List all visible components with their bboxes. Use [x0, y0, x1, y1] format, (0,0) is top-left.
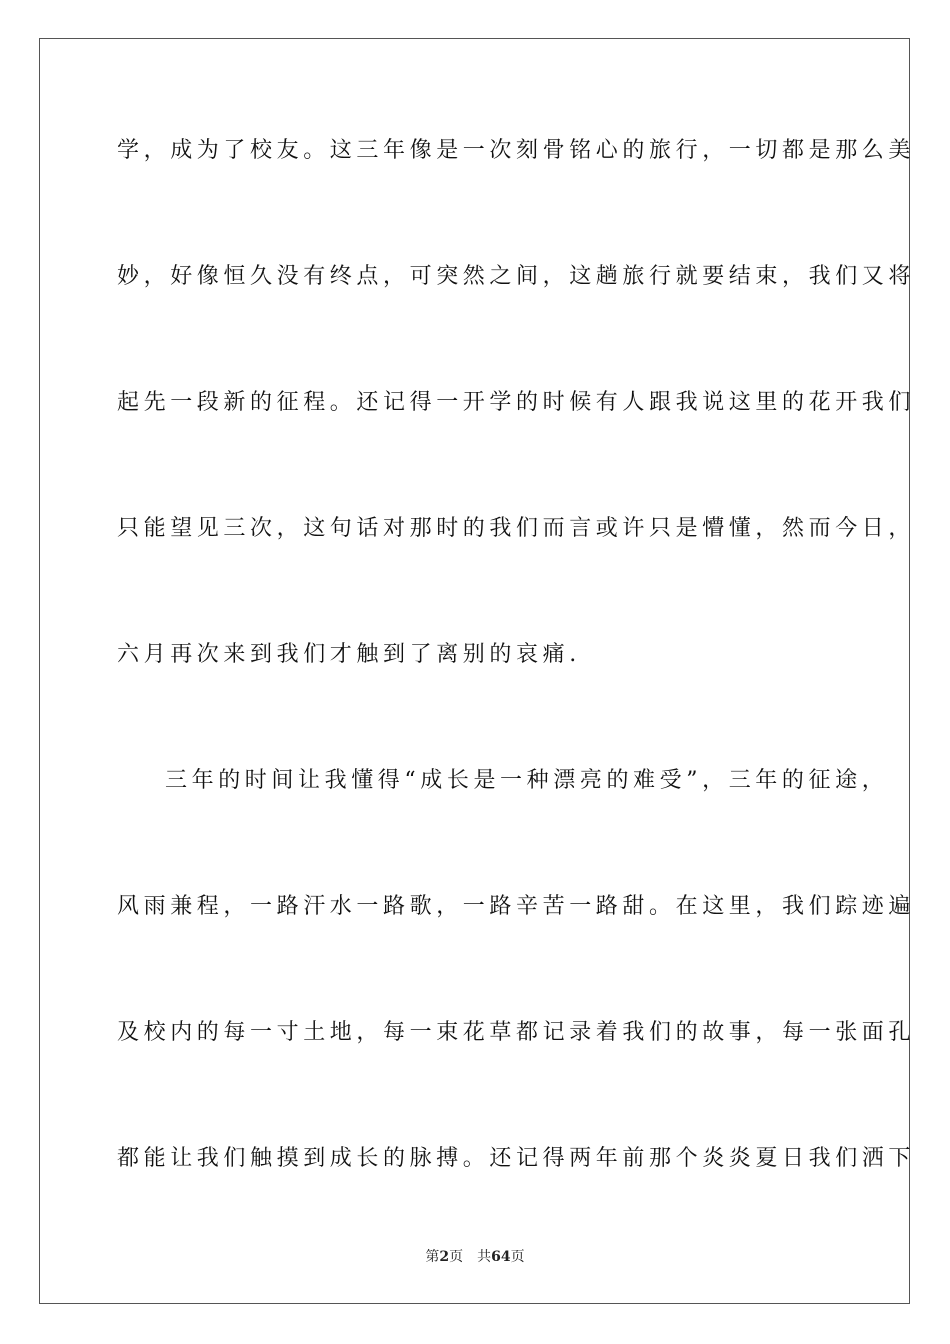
total-pages: 64: [491, 1249, 511, 1265]
total-suffix: 页: [510, 1249, 525, 1265]
text-line-6-paragraph-start: 三年的时间让我懂得“成长是一种漂亮的难受”，三年的征途，: [165, 768, 889, 793]
page-footer: [0, 1246, 950, 1266]
document-body: [117, 127, 916, 1261]
text-line-1: 学，成为了校友。这三年像是一次刻骨铭心的旅行，一切都是那么美: [117, 138, 916, 163]
text-line-2: 妙，好像恒久没有终点，可突然之间，这趟旅行就要结束，我们又将: [117, 264, 916, 289]
text-line-4: 只能望见三次，这句话对那时的我们而言或许只是懵懂，然而今日，: [117, 516, 916, 541]
text-line-7: 风雨兼程，一路汗水一路歌，一路辛苦一路甜。在这里，我们踪迹遍: [117, 894, 916, 919]
text-line-8: 及校内的每一寸土地，每一束花草都记录着我们的故事，每一张面孔: [117, 1020, 916, 1045]
text-line-5: 六月再次来到我们才触到了离别的哀痛.: [117, 642, 581, 667]
page-suffix: 页: [449, 1249, 464, 1265]
text-line-9: 都能让我们触摸到成长的脉搏。还记得两年前那个炎炎夏日我们洒下: [117, 1146, 916, 1171]
page-number: 2: [439, 1249, 450, 1265]
page-prefix: 第: [425, 1249, 440, 1265]
total-prefix: 共: [477, 1249, 492, 1265]
text-line-3: 起先一段新的征程。还记得一开学的时候有人跟我说这里的花开我们: [117, 390, 916, 415]
